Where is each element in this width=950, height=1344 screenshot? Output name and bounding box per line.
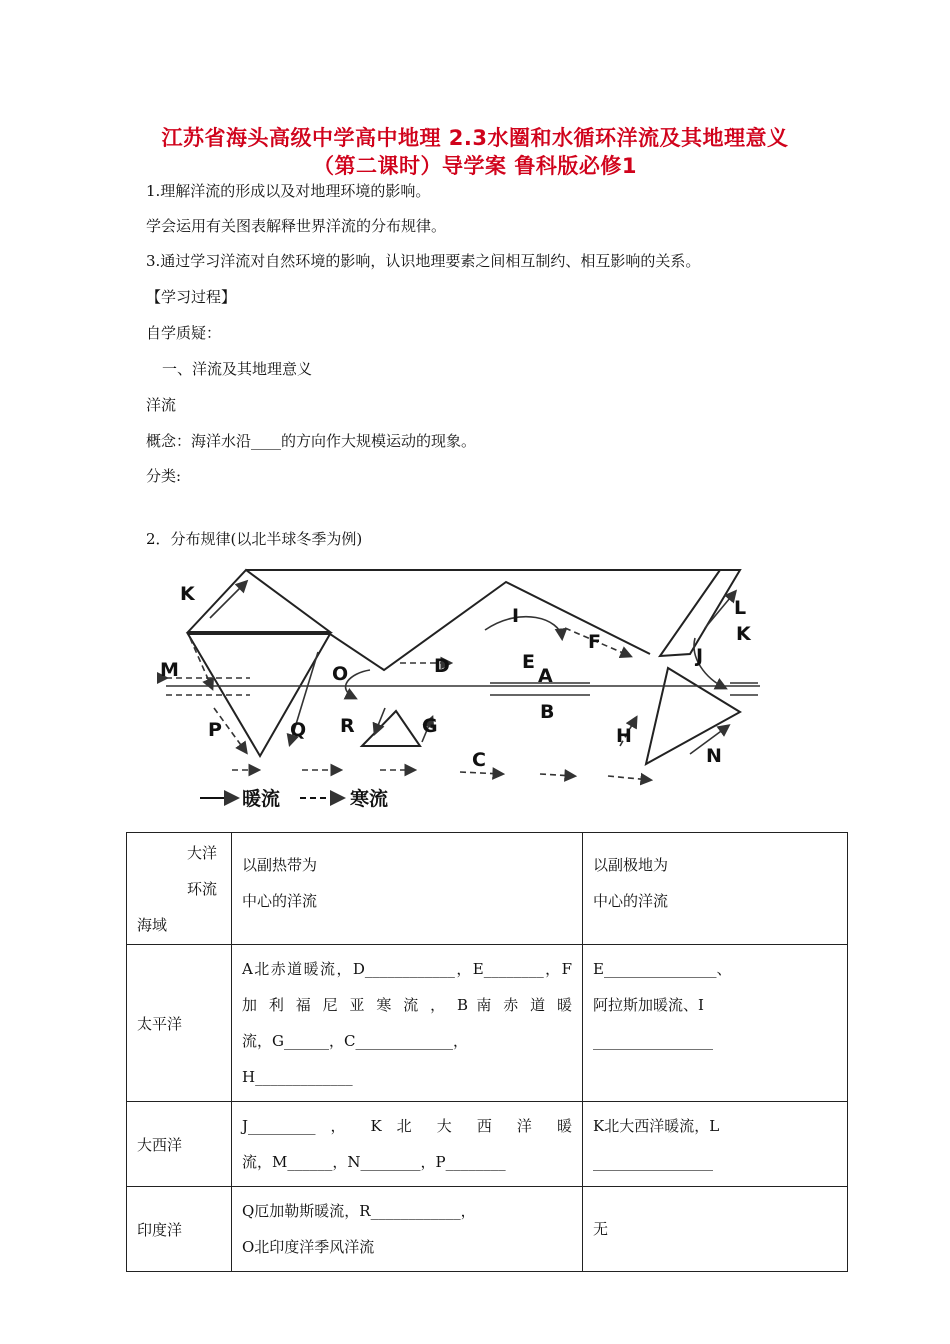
label-g: G [422, 715, 438, 737]
document-title-line1: 江苏省海头高级中学高中地理 2.3水圈和水循环洋流及其地理意义 [161, 126, 789, 150]
header-corner-top: 大洋 [186, 844, 217, 862]
equator-lines [166, 678, 760, 695]
pacific-sub-line-c: 流，G______，C_____________，H_____________ [242, 1032, 468, 1086]
indian-sub-line-b: O北印度洋季风洋流 [242, 1238, 375, 1256]
label-m: M [160, 659, 179, 681]
subheading-currents: 洋流 [146, 396, 177, 414]
classification-line: 分类: [146, 467, 182, 485]
indian-subpolar-cell [583, 1187, 848, 1272]
eurasia-top [246, 570, 740, 656]
legend-cold-label: 寒流 [350, 788, 389, 810]
australia-triangle [646, 668, 740, 764]
label-r: R [340, 715, 355, 737]
ocean-current-diagram [150, 548, 770, 818]
objective-3: 3.通过学习洋流对自然环境的影响，认识地理要素之间相互制约、相互影响的关系。 [146, 252, 701, 270]
label-k-atlantic: K [180, 583, 195, 605]
current-arrows [190, 582, 735, 780]
label-o: O [332, 663, 349, 685]
table-row [127, 1187, 848, 1272]
ocean-currents-table [126, 832, 848, 1272]
pacific-polar-line-a: E_______________、 [593, 960, 732, 978]
atlantic-sub-line-a: J_________ ， K 北 大 西 洋 暖 [242, 1117, 572, 1135]
label-f: F [588, 631, 601, 653]
document-title-line2: （第二课时）导学案 鲁科版必修1 [313, 154, 637, 178]
pacific-sub-line-b: 加 利 福 尼 亚 寒 流 ， B 南 赤 道 暖 [242, 996, 572, 1014]
label-c: C [472, 749, 486, 771]
label-n: N [706, 745, 722, 767]
continent-outlines [188, 570, 740, 764]
region-pacific: 太平洋 [127, 945, 232, 1102]
header-subtropical-b: 中心的洋流 [242, 892, 318, 910]
legend-warm-label: 暖流 [242, 788, 281, 810]
north-america-upper [188, 570, 330, 632]
header-subtropical-cell [232, 833, 583, 945]
label-a: A [538, 665, 553, 687]
label-b: B [540, 701, 555, 723]
label-l: L [734, 597, 747, 619]
label-h: H [616, 725, 632, 747]
table-row [127, 945, 848, 1102]
label-d: D [434, 655, 450, 677]
region-atlantic: 大西洋 [127, 1102, 232, 1187]
header-corner-bottom: 海域 [137, 916, 168, 934]
india-triangle [362, 711, 420, 746]
self-study-heading: 自学质疑： [146, 324, 222, 342]
indian-polar-line-a: 无 [593, 1220, 609, 1238]
label-p: P [208, 719, 222, 741]
atlantic-sub-line-b: 流，M______，N________，P________ [242, 1153, 506, 1171]
atlantic-subtropical-cell [232, 1102, 583, 1187]
table-header-row [127, 833, 848, 945]
header-corner-cell [127, 833, 232, 945]
label-e: E [522, 651, 535, 673]
objective-2: 学会运用有关图表解释世界洋流的分布规律。 [146, 217, 447, 235]
indian-sub-line-a: Q厄加勒斯暖流，R____________， [242, 1202, 476, 1220]
pacific-sub-line-a: A北赤道暖流，D____________，E________，F [242, 960, 572, 978]
label-q: Q [290, 719, 307, 741]
pacific-subpolar-cell [583, 945, 848, 1102]
header-subpolar-b: 中心的洋流 [593, 892, 669, 910]
pacific-polar-line-c: ________________ [593, 1032, 713, 1050]
label-k-east: K [736, 623, 751, 645]
atlantic-polar-line-b: ________________ [593, 1153, 713, 1171]
header-subpolar-a: 以副极地为 [593, 856, 669, 874]
concept-line: 概念：海洋水沿____的方向作大规模运动的现象。 [146, 432, 477, 450]
pacific-polar-line-b: 阿拉斯加暖流、I [593, 996, 704, 1014]
atlantic-subpolar-cell [583, 1102, 848, 1187]
region-indian: 印度洋 [127, 1187, 232, 1272]
heading-ocean-currents: 一、洋流及其地理意义 [162, 360, 313, 378]
atlantic-polar-line-a: K北大西洋暖流，L [593, 1117, 720, 1135]
indian-subtropical-cell [232, 1187, 583, 1272]
distribution-heading: 2．分布规律(以北半球冬季为例) [146, 530, 363, 548]
header-subpolar-cell [583, 833, 848, 945]
pacific-subtropical-cell [232, 945, 583, 1102]
section-learning-process: 【学习过程】 [146, 288, 237, 306]
diagram-legend [200, 787, 388, 810]
header-subtropical-a: 以副热带为 [242, 856, 318, 874]
label-j: J [696, 645, 704, 667]
header-corner-mid: 环流 [186, 880, 217, 898]
label-i: I [512, 605, 520, 627]
table-row [127, 1102, 848, 1187]
objective-1: 1.理解洋流的形成以及对地理环境的影响。 [146, 182, 431, 200]
